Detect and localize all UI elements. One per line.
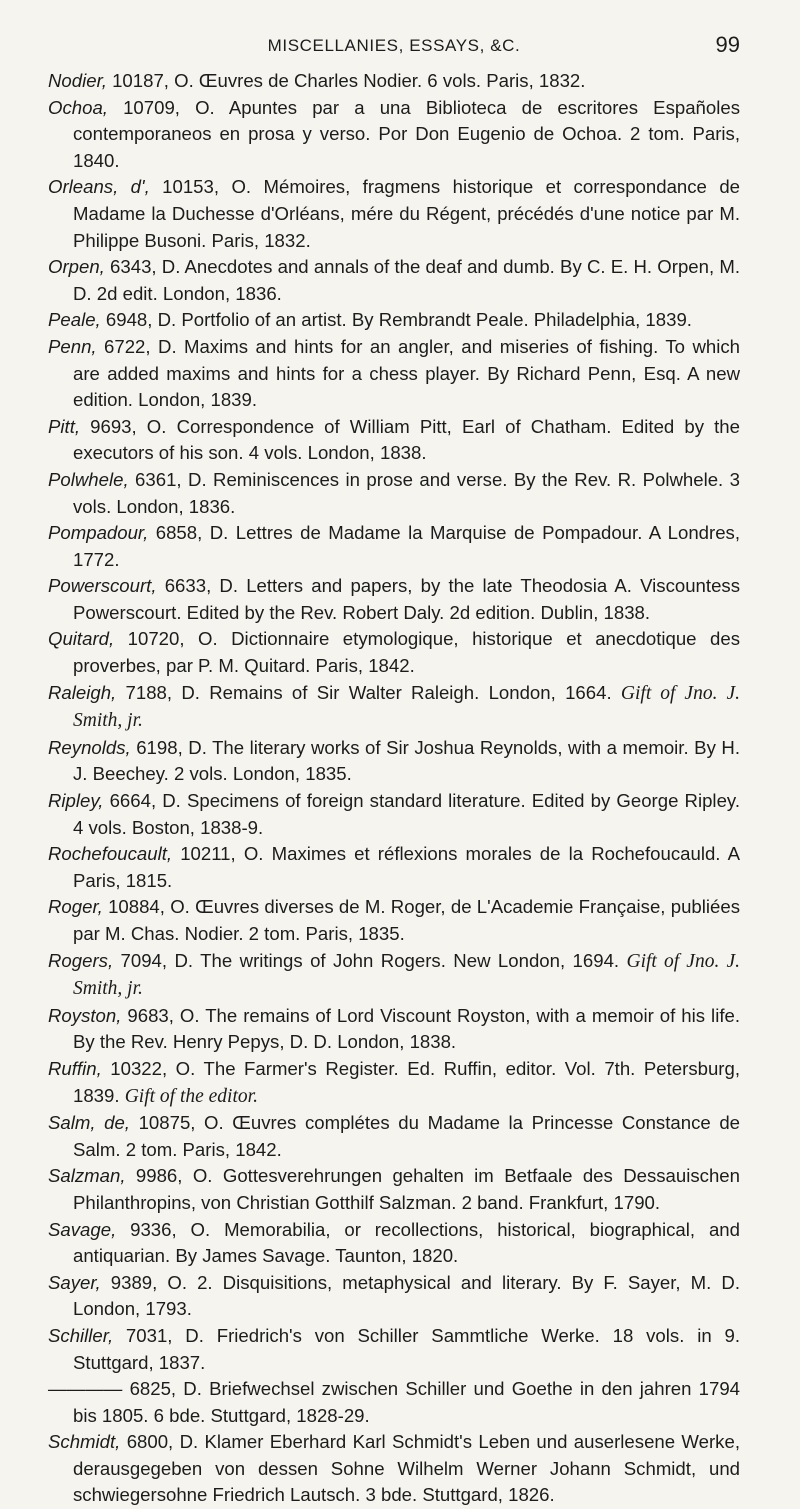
entry-name: ———— xyxy=(48,1378,123,1400)
entry-name: Schmidt, xyxy=(48,1431,121,1453)
entry-name: Raleigh, xyxy=(48,681,117,703)
entry-text: 9683, O. The remains of Lord Viscount Royston, with a memoir of his life. By the Rev. Henry Pepys, D. D. London, 1838. xyxy=(73,1004,740,1053)
entry-text: 10211, O. Maximes et réflexions morales de la Rochefoucauld. A Paris, 1815. xyxy=(73,843,740,891)
entry-name: Salm, de, xyxy=(48,1112,130,1134)
entry-text: 10875, O. Œuvres complétes du Madame la Princesse Constance de Salm. 2 tom. Paris, 1842. xyxy=(73,1112,741,1160)
entry-text: 7031, D. Friedrich's von Schiller Sammtliche Werke. 18 vols. in 9. Stuttgard, 1837. xyxy=(73,1324,740,1373)
entry-text: 10153, O. Mémoires, fragmens historique et correspondance de Madame la Duchesse d'Orléans, mére du Régent, précédés d'une notice par M. Philippe Busoni. Paris, 1832. xyxy=(73,176,740,251)
catalog-entry xyxy=(48,467,740,520)
entry-text: 10322, O. The Farmer's Register. Ed. Ruffin, editor. Vol. 7th. Petersburg, 1839. xyxy=(73,1057,740,1106)
page-header xyxy=(48,30,740,64)
entry-text: 10709, O. Apuntes par a una Biblioteca de escritores Españoles contemporaneos en prosa y verso. Por Don Eugenio de Ochoa. 2 tom. Paris, 1840. xyxy=(73,96,740,171)
entry-text: 7094, D. The writings of John Rogers. New London, 1694. xyxy=(113,949,627,971)
entry-name: Ripley, xyxy=(48,790,104,812)
catalog-entry xyxy=(48,894,740,947)
entry-name: Rochefoucault, xyxy=(48,843,173,865)
entry-name: Orpen, xyxy=(48,256,105,278)
catalog-entry xyxy=(48,1270,740,1323)
entry-gift-note: Gift of Jno. J. Smith, jr. xyxy=(73,950,740,1000)
catalog-entry xyxy=(48,520,740,573)
catalog-entry xyxy=(48,626,740,679)
catalog-entry xyxy=(48,254,740,307)
running-title: MISCELLANIES, ESSAYS, &C. xyxy=(267,36,521,55)
entry-name: Schiller, xyxy=(48,1324,114,1346)
catalog-entry xyxy=(48,948,740,1003)
entry-name: Pompadour, xyxy=(48,522,149,544)
entry-text: 6800, D. Klamer Eberhard Karl Schmidt's Leben und auserlesene Werke, derausgegeben von dessen Sohne Wilhelm Werner Johann Schmidt, und schwiegersohne Friedrich Lautsch. 3 bde. Stuttgard, 1826. xyxy=(73,1431,740,1506)
catalog-entry xyxy=(48,1110,740,1163)
entry-text: 6858, D. Lettres de Madame la Marquise de Pompadour. A Londres, 1772. xyxy=(73,522,740,570)
entry-text: 9693, O. Correspondence of William Pitt, Earl of Chatham. Edited by the executors of his son. 4 vols. London, 1838. xyxy=(73,415,740,464)
entry-gift-note: Gift of Jno. J. Smith, jr. xyxy=(73,682,740,732)
catalog-entry xyxy=(48,1376,740,1429)
entry-name: Savage, xyxy=(48,1218,117,1240)
entry-name: Orleans, d', xyxy=(48,176,150,198)
entry-text: 9336, O. Memorabilia, or recollections, historical, biographical, and antiquarian. By James Savage. Taunton, 1820. xyxy=(73,1218,740,1267)
entry-name: Penn, xyxy=(48,335,97,357)
catalog-entry xyxy=(48,735,740,788)
entry-name: Ruffin, xyxy=(48,1057,102,1079)
catalog-entry xyxy=(48,1429,740,1509)
entry-name: Pitt, xyxy=(48,415,81,437)
catalog-entry xyxy=(48,68,740,95)
entry-text: 6361, D. Reminiscences in prose and verse. By the Rev. R. Polwhele. 3 vols. London, 1836. xyxy=(73,468,740,517)
entry-name: Nodier, xyxy=(48,70,107,91)
entry-name: Powerscourt, xyxy=(48,575,157,597)
entry-name: Peale, xyxy=(48,309,101,331)
entry-text: 7188, D. Remains of Sir Walter Raleigh. London, 1664. xyxy=(116,681,621,703)
entry-name: Rogers, xyxy=(48,949,114,971)
entry-name: Roger, xyxy=(48,896,103,918)
catalog-entry xyxy=(48,1217,740,1270)
catalog-entry xyxy=(48,334,740,414)
entry-text: 6198, D. The literary works of Sir Joshua Reynolds, with a memoir. By H. J. Beechey. 2 vols. London, 1835. xyxy=(73,736,740,785)
entry-name: Royston, xyxy=(48,1004,122,1026)
catalog-entry xyxy=(48,680,740,735)
catalog-entry xyxy=(48,573,740,626)
entry-text: 6722, D. Maxims and hints for an angler, and miseries of fishing. To which are added maxims and hints for a chess player. By Richard Penn, Esq. A new edition. London, 1839. xyxy=(73,335,740,411)
entry-text: 6825, D. Briefwechsel zwischen Schiller und Goethe in den jahren 1794 bis 1805. 6 bde. Stuttgard, 1828-29. xyxy=(73,1378,740,1426)
entry-name: Reynolds, xyxy=(48,736,131,758)
catalog-entry xyxy=(48,95,740,175)
entry-text: 10884, O. Œuvres diverses de M. Roger, de L'Academie Française, publiées par M. Chas. Nodier. 2 tom. Paris, 1835. xyxy=(73,896,740,944)
catalog-entry xyxy=(48,1056,740,1110)
catalog-entry xyxy=(48,788,740,841)
entry-gift-note: Gift of the editor. xyxy=(124,1085,258,1107)
entry-name: Quitard, xyxy=(48,628,115,650)
catalog-entry xyxy=(48,1323,740,1376)
catalog-entry xyxy=(48,841,740,894)
entry-name: Sayer, xyxy=(48,1271,101,1293)
entry-text: 6664, D. Specimens of foreign standard literature. Edited by George Ripley. 4 vols. Boston, 1838-9. xyxy=(73,790,740,838)
entry-text: 9986, O. Gottesverehrungen gehalten im Betfaale des Dessauischen Philanthropins, von Christian Gotthilf Salzman. 2 band. Frankfurt, 1790. xyxy=(73,1165,740,1213)
entry-text: 6343, D. Anecdotes and annals of the deaf and dumb. By C. E. H. Orpen, M. D. 2d edit. London, 1836. xyxy=(73,256,740,304)
page-number: 99 xyxy=(715,32,740,57)
entry-text: 6948, D. Portfolio of an artist. By Rembrandt Peale. Philadelphia, 1839. xyxy=(100,309,692,331)
catalog-entries xyxy=(48,68,740,1509)
catalog-entry xyxy=(48,174,740,254)
entry-text: 10720, O. Dictionnaire etymologique, historique et anecdotique des proverbes, par P. M. Quitard. Paris, 1842. xyxy=(73,628,740,677)
catalog-entry xyxy=(48,307,740,334)
entry-text: 6633, D. Letters and papers, by the late Theodosia A. Viscountess Powerscourt. Edited by the Rev. Robert Daly. 2d edition. Dublin, 1838. xyxy=(73,575,740,623)
catalog-entry xyxy=(48,414,740,467)
entry-text: 9389, O. 2. Disquisitions, metaphysical and literary. By F. Sayer, M. D. London, 1793. xyxy=(73,1271,740,1320)
entry-text: 10187, O. Œuvres de Charles Nodier. 6 vols. Paris, 1832. xyxy=(106,70,586,91)
entry-name: Salzman, xyxy=(48,1165,126,1187)
catalog-entry xyxy=(48,1003,740,1056)
entry-name: Polwhele, xyxy=(48,468,129,490)
catalog-entry xyxy=(48,1163,740,1216)
entry-name: Ochoa, xyxy=(48,96,108,118)
